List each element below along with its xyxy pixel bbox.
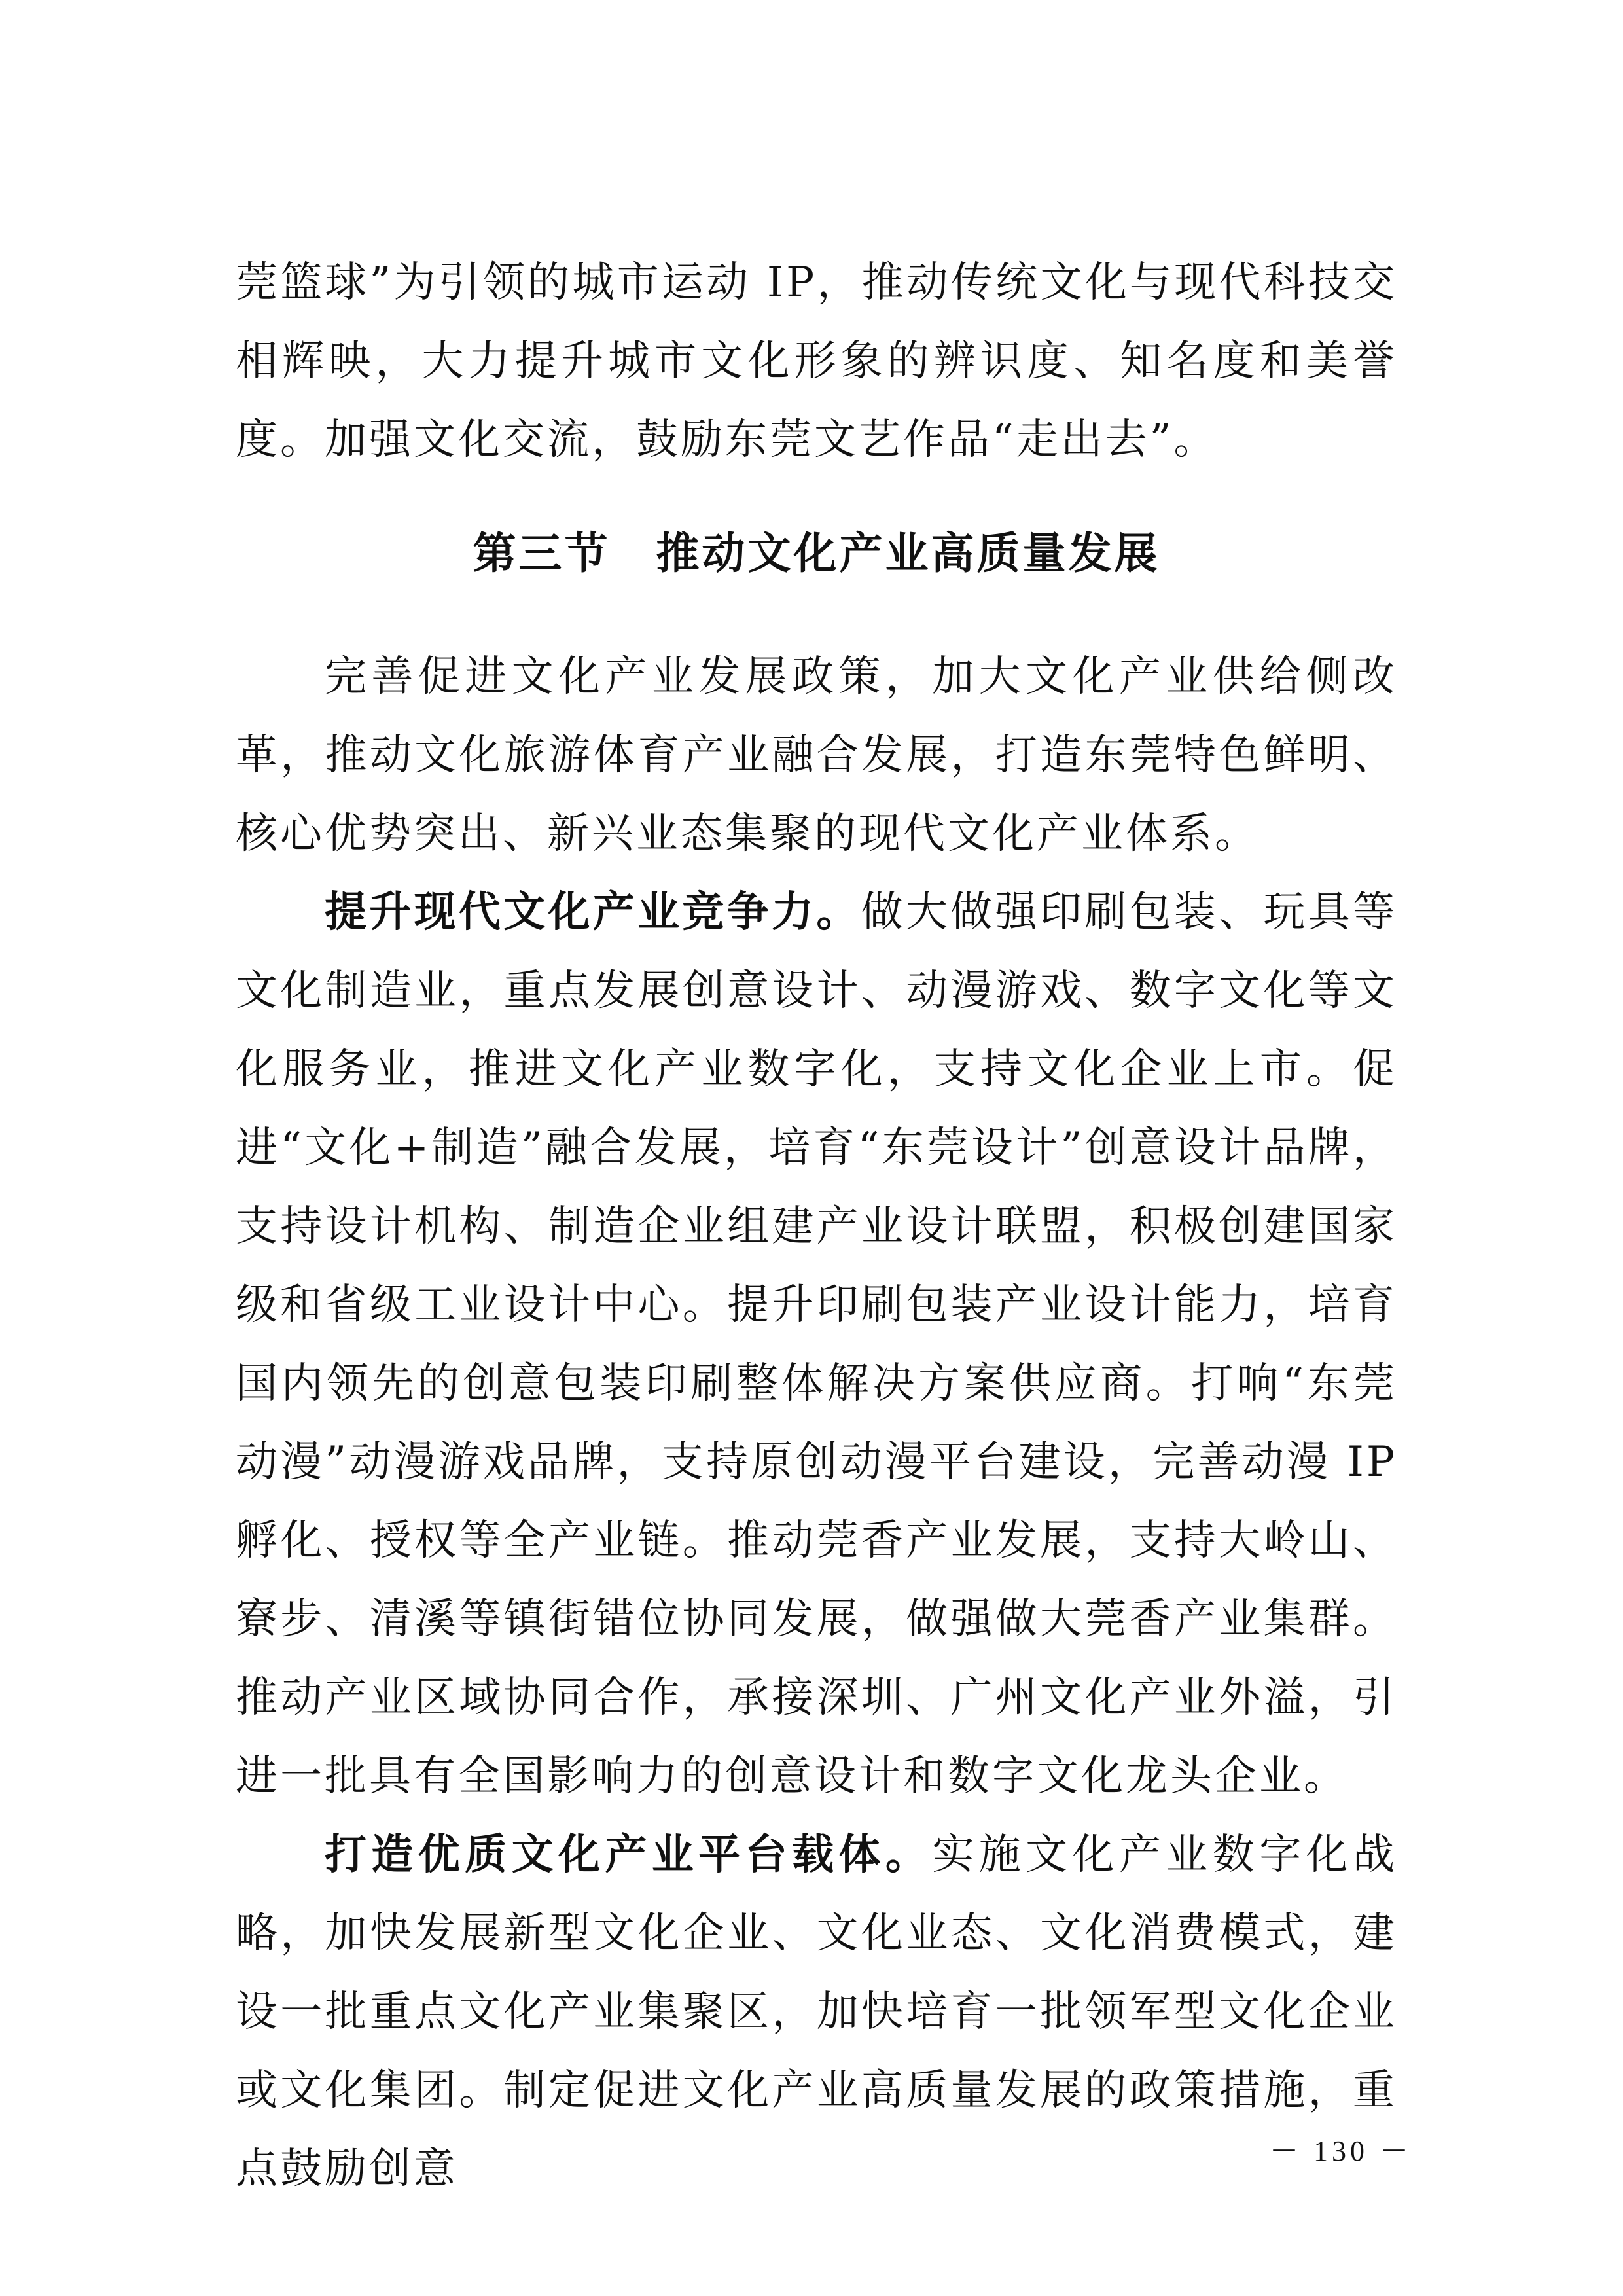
paragraph-text: 莞篮球”为引领的城市运动 IP，推动传统文化与现代科技交相辉映，大力提升城市文化形象的辨识度、知名度和美誉度。加强文化交流，鼓励东莞文艺作品“走出去”。 [236, 259, 1397, 464]
paragraph-lead: 打造优质文化产业平台载体。 [325, 1831, 933, 1879]
paragraph-text: 完善促进文化产业发展政策，加大文化产业供给侧改革，推动文化旅游体育产业融合发展，打造东莞特色鲜明、核心优势突出、新兴业态集聚的现代文化产业体系。 [236, 653, 1397, 858]
paragraph-platform [236, 1816, 1397, 2208]
section-heading [236, 514, 1397, 593]
page-number: － 130 － [1270, 2135, 1412, 2167]
paragraph-body: 实施文化产业数字化战略，加快发展新型文化企业、文化业态、文化消费模式，建设一批重点文化产业集聚区，加快培育一批领军型文化企业或文化集团。制定促进文化产业高质量发展的政策措施，重点鼓励创意 [236, 1831, 1398, 2193]
paragraph-text [236, 1816, 1397, 2208]
paragraph-body: 做大做强印刷包装、玩具等文化制造业，重点发展创意设计、动漫游戏、数字文化等文化服务业，推进文化产业数字化，支持文化企业上市。促进“文化+制造”融合发展，培育“东莞设计”创意设计品牌，支持设计机构、制造企业组建产业设计联盟，积极创建国家级和省级工业设计中心。提升印刷包装产业设计能力，培育国内领先的创意包装印刷整体解决方案供应商。打响“东莞动漫”动漫游戏品牌，支持原创动漫平台建设，完善动漫 IP 孵化、授权等全产业链。推动莞香产业发展，支持大岭山、寮步、清溪等镇街错位协同发展，做强做大莞香产业集群。推动产业区域协同合作，承接深圳、广州文化产业外溢，引进一批具有全国影响力的创意设计和数字文化龙头企业。 [236, 888, 1398, 1801]
paragraph-lead: 提升现代文化产业竞争力。 [325, 888, 861, 937]
paragraph-intro [236, 637, 1397, 873]
section-title: 第三节 推动文化产业高质量发展 [473, 528, 1160, 579]
paragraph-continued [236, 243, 1397, 479]
paragraph-competitiveness [236, 873, 1397, 1816]
paragraph-text [236, 873, 1397, 1816]
